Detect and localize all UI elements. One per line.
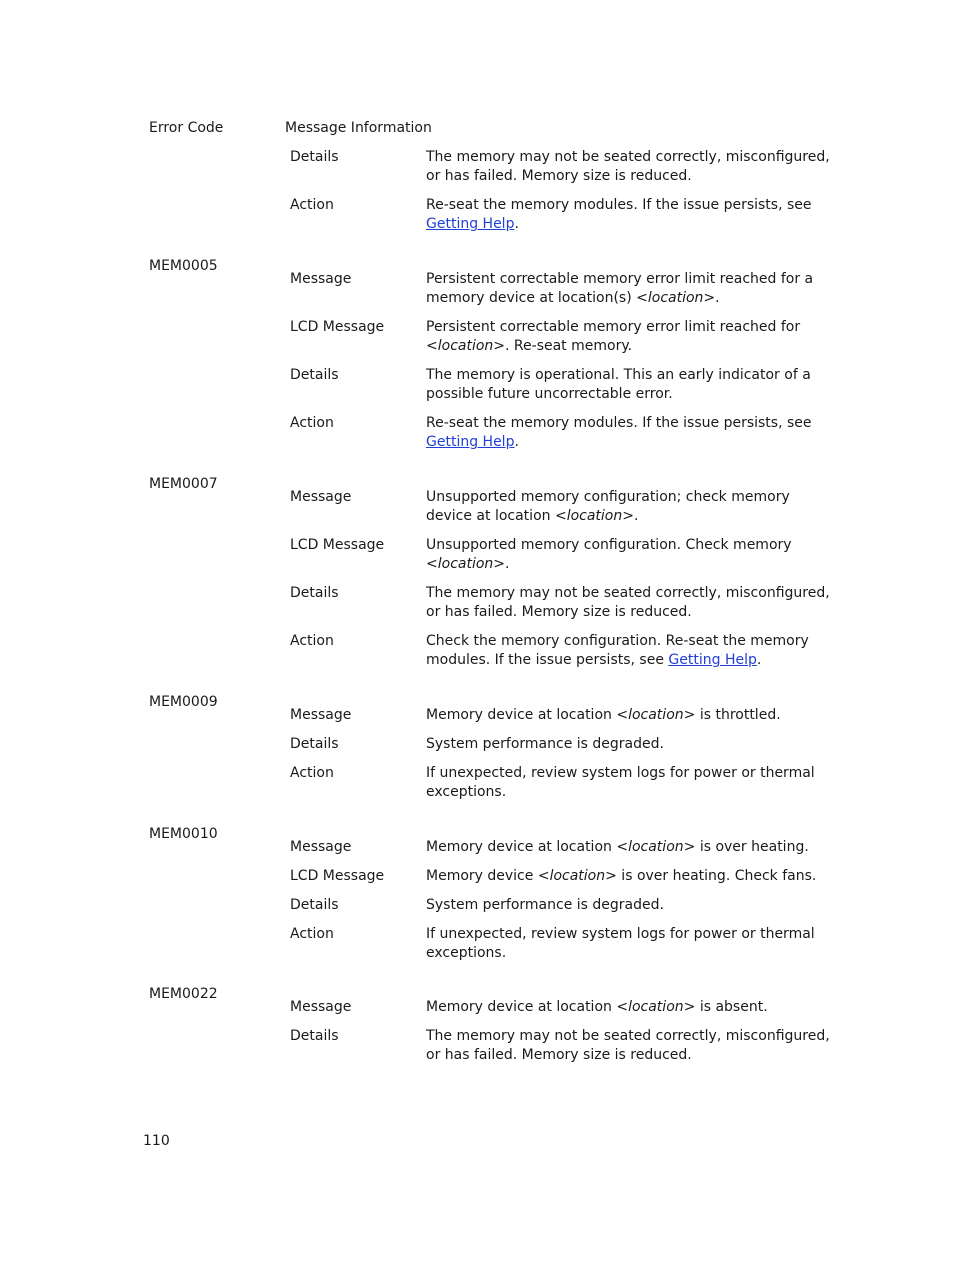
details-text: The memory may not be seated correctly, misconfigured, or has failed. Memory size is reduced. (426, 149, 830, 184)
error-code-mem0005: MEM0005 (149, 258, 218, 274)
getting-help-link[interactable]: Getting Help (668, 652, 757, 668)
action-text: Re-seat the memory modules. If the issue persists, see Getting Help. (426, 415, 812, 450)
message-label: Message (290, 999, 352, 1015)
action-label: Action (290, 197, 334, 213)
details-text: The memory is operational. This an early indicator of a possible future uncorrectable error. (426, 367, 811, 402)
action-text: Check the memory configuration. Re-seat the memory modules. If the issue persists, see Getting Help. (426, 633, 809, 668)
details-label: Details (290, 149, 339, 165)
action-label: Action (290, 415, 334, 431)
details-text: The memory may not be seated correctly, misconfigured, or has failed. Memory size is reduced. (426, 585, 830, 620)
details-text: The memory may not be seated correctly, misconfigured, or has failed. Memory size is reduced. (426, 1028, 830, 1063)
action-label: Action (290, 633, 334, 649)
column-header-message-information: Message Information (285, 120, 432, 136)
getting-help-link[interactable]: Getting Help (426, 434, 515, 450)
error-code-mem0009: MEM0009 (149, 694, 218, 710)
message-text: Persistent correctable memory error limit reached for a memory device at location(s) <location>. (426, 271, 814, 306)
message-label: Message (290, 839, 352, 855)
error-code-mem0022: MEM0022 (149, 986, 218, 1002)
action-text: If unexpected, review system logs for power or thermal exceptions. (426, 926, 815, 961)
message-text: Memory device at location <location> is throttled. (426, 707, 781, 723)
getting-help-link[interactable]: Getting Help (426, 216, 515, 232)
details-label: Details (290, 585, 339, 601)
action-text: If unexpected, review system logs for power or thermal exceptions. (426, 765, 815, 800)
message-text: Unsupported memory configuration; check memory device at location <location>. (426, 489, 790, 524)
message-label: Message (290, 707, 352, 723)
lcd-message-text: Persistent correctable memory error limit reached for <location>. Re-seat memory. (426, 319, 801, 354)
details-label: Details (290, 736, 339, 752)
lcd-message-label: LCD Message (290, 868, 385, 884)
message-label: Message (290, 489, 352, 505)
error-code-mem0010: MEM0010 (149, 826, 218, 842)
details-label: Details (290, 1028, 339, 1044)
details-text: System performance is degraded. (426, 897, 664, 913)
action-text: Re-seat the memory modules. If the issue persists, see Getting Help. (426, 197, 812, 232)
message-text: Memory device at location <location> is absent. (426, 999, 768, 1015)
page-number: 110 (143, 1133, 170, 1149)
error-code-mem0007: MEM0007 (149, 476, 218, 492)
message-label: Message (290, 271, 352, 287)
message-text: Memory device at location <location> is over heating. (426, 839, 809, 855)
details-label: Details (290, 367, 339, 383)
action-label: Action (290, 926, 334, 942)
lcd-message-text: Unsupported memory configuration. Check memory <location>. (426, 537, 792, 572)
action-label: Action (290, 765, 334, 781)
details-text: System performance is degraded. (426, 736, 664, 752)
details-label: Details (290, 897, 339, 913)
lcd-message-text: Memory device <location> is over heating. Check fans. (426, 868, 817, 884)
lcd-message-label: LCD Message (290, 537, 385, 553)
lcd-message-label: LCD Message (290, 319, 385, 335)
column-header-error-code: Error Code (149, 120, 224, 136)
